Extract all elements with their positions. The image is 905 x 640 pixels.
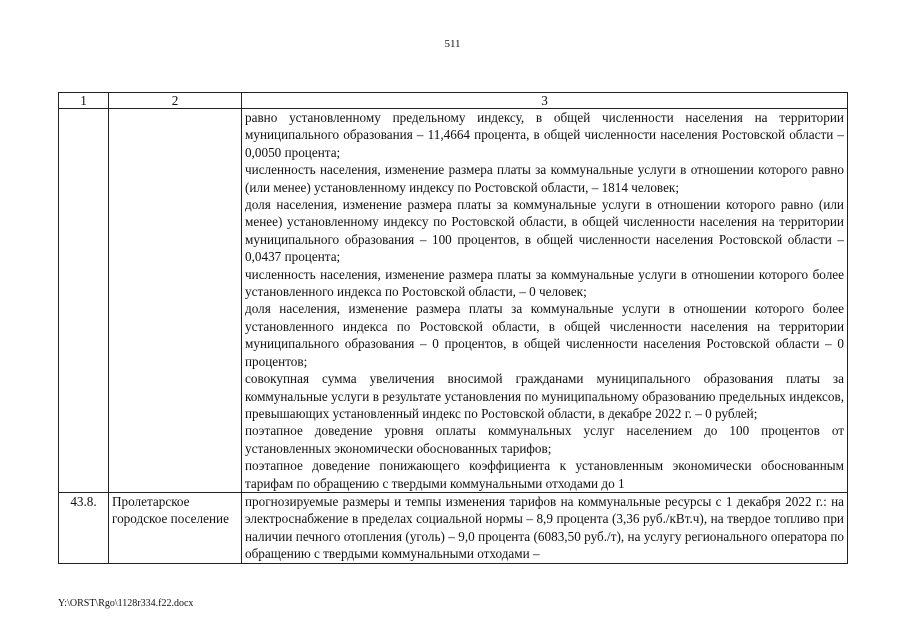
description-cell [242,109,848,493]
municipality-cell: Пролетарское городское поселение [109,492,242,563]
paragraph: равно установленному предельному индексу, в общей численности населения на территории муниципального образования – 11,4664 процента, в общей численности населения Ростовской области – 0,0050 процента; [245,110,844,160]
municipality-cell [109,109,242,493]
paragraph: доля населения, изменение размера платы за коммунальные услуги в отношении которого равно (или менее) установленному индексу по Ростовской области, в общей численности населения на территории муниципального образования – 100 процентов, в общей численности населения Ростовской области – 0,0437 процента; [245,197,844,265]
paragraph: прогнозируемые размеры и темпы изменения тарифов на коммунальные ресурсы с 1 декабря 2022 г.: на электроснабжение в пределах социальной нормы – 8,9 процента (3,36 руб./кВт.ч), на твердое топливо при наличии печного отопления (уголь) – 9,0 процента (6083,50 руб./т), на услугу регионального оператора по обращению с твердыми коммунальными отходами – [245,493,844,562]
paragraph: доля населения, изменение размера платы за коммунальные услуги в отношении которого более установленного индекса по Ростовской области, в общей численности населения на территории муниципального образования – 0 процентов, в общей численности населения Ростовской области – 0 процентов; [245,301,844,369]
row-number-cell [59,109,109,493]
description-cell [242,492,848,563]
paragraph: поэтапное доведение уровня оплаты коммунальных услуг населением до 100 процентов от установленных экономически обоснованных тарифов; [245,423,844,456]
column-header-3: 3 [242,93,848,109]
file-path-footer: Y:\ORST\Rgo\1128r334.f22.docx [58,598,194,609]
paragraph: численность населения, изменение размера платы за коммунальные услуги в отношении которого более установленного индекса по Ростовской области, – 0 человек; [245,266,844,300]
document-table [58,92,848,564]
column-header-1: 1 [59,93,109,109]
table-row [59,492,848,563]
page-number: 511 [444,38,461,50]
column-header-2: 2 [109,93,242,109]
paragraph: совокупная сумма увеличения вносимой гражданами муниципального образования платы за коммунальные услуги в результате установления по муниципальному образованию предельных индексов, превышающих установленный индекс по Ростовской области, в декабре 2022 г. – 0 рублей; [245,371,844,421]
table-header-row [59,93,848,109]
table-row [59,109,848,493]
paragraph: поэтапное доведение понижающего коэффициента к установленным экономически обоснованным тарифам по обращению с твердыми коммунальными отходами до 1 [245,458,844,491]
row-number-cell: 43.8. [59,492,109,563]
paragraph: численность населения, изменение размера платы за коммунальные услуги в отношении которого равно (или менее) установленному индексу по Ростовской области, – 1814 человек; [245,162,844,195]
